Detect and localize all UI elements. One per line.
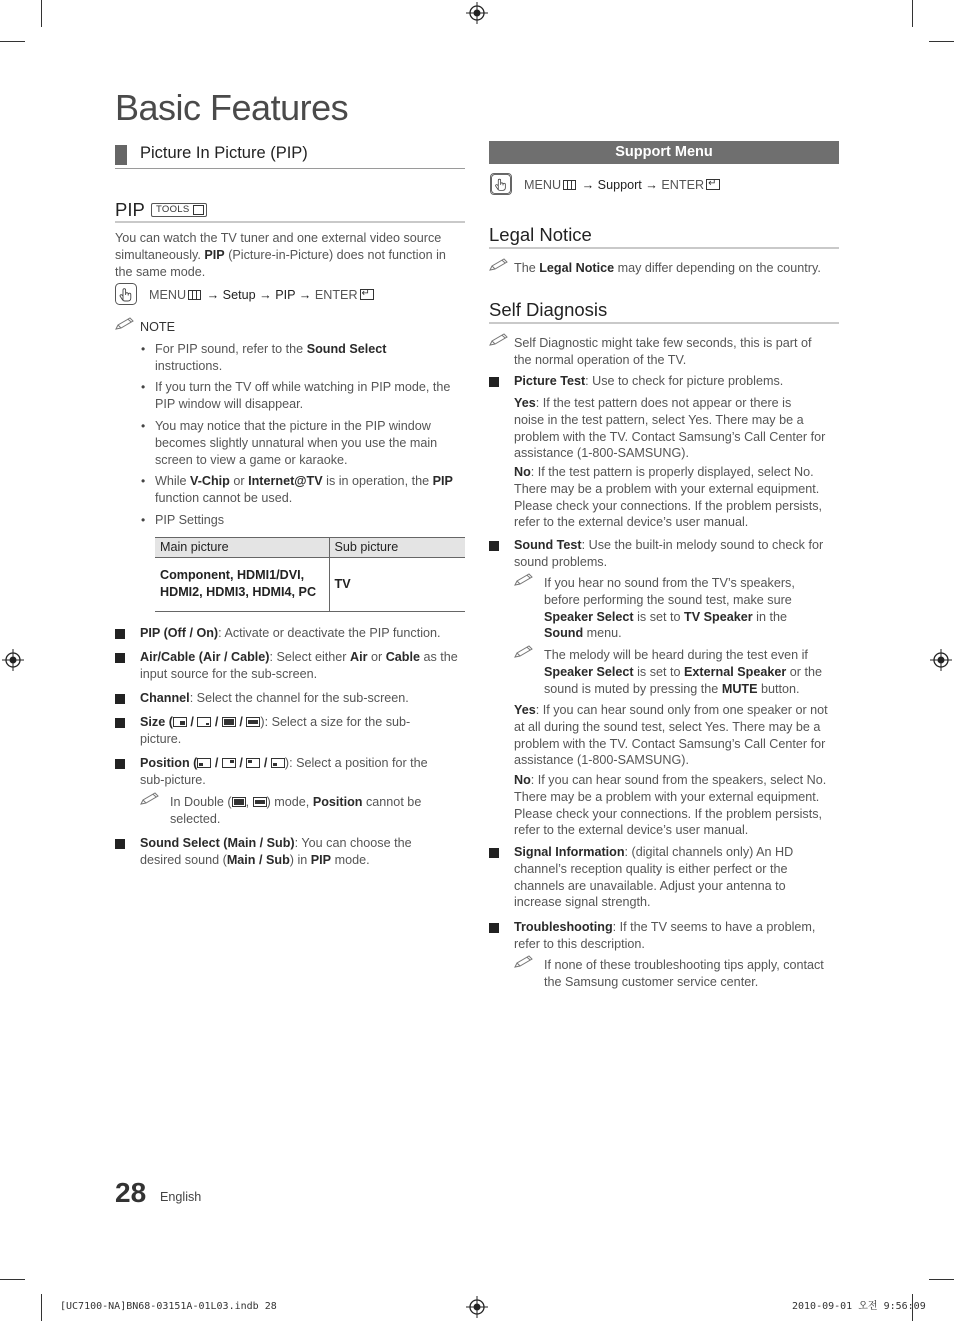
note-item: PIP Settings [155,513,225,527]
table-cell: Component, HDMI1/DVI, HDMI2, HDMI3, HDMI4, PC [155,557,329,611]
table-row [155,557,465,611]
bullet-dot: • [141,380,146,394]
list-item: Position ( / / / ): Select a position for the sub-picture. [140,756,428,787]
list-item: Sound Select (Main / Sub): You can choose the desired sound (Main / Sub) in PIP mode. [140,836,412,867]
tools-badge: TOOLS [151,203,207,217]
sound-test-note: The melody will be heard during the test even if Speaker Select is set to External Speaker or the sound is muted by pressing the MUTE button. [544,648,822,696]
section-heading-pip [115,139,465,169]
pip-intro: You can watch the TV tuner and one external video source simultaneously. PIP (Picture-in-Picture) does not function in the same mode. [115,231,446,279]
menu-icon [563,180,576,190]
sound-test-no: No: If you can hear sound from the speakers, select No. There may be a problem with your external equipment. Please check your connections. If the problem persists, refer to the external device’s user manual. [514,773,827,838]
note-pencil-icon [514,955,534,969]
bullet-square [489,377,499,387]
enter-icon [706,179,720,190]
print-slug-file: [UC7100-NA]BN68-03151A-01L03.indb 28 [60,1301,277,1312]
note-pencil-icon [514,645,534,659]
menu-path-pip: MENU → Setup → PIP → ENTER↵ [149,287,374,304]
menu-icon [188,290,201,300]
note-pencil-icon [489,258,509,272]
support-menu-bar: Support Menu [489,141,839,164]
print-slug-date: 2010-09-01 오전 9:56:09 [792,1301,926,1312]
legal-notice-heading: Legal Notice [489,224,592,245]
pip-heading: PIP [115,199,145,220]
tools-icon [193,205,204,215]
note-pencil-icon [514,573,534,587]
page-language: English [160,1190,202,1204]
crop-mark [41,1294,42,1321]
pip-settings-table [155,537,465,612]
bullet-square [115,653,125,663]
bullet-square [115,839,125,849]
page-number: 28 [115,1177,147,1208]
menu-path-support: MENU → Support → ENTER↵ [524,177,720,194]
size-small-icon [197,717,211,727]
registration-mark-icon [2,649,24,671]
note-label: NOTE [140,320,175,334]
picture-test-no: No: If the test pattern is properly displayed, select No. There may be a problem with your external equipment. Please check your connections. If the problem persists, refer to the external device’s user manual. [514,465,822,530]
crop-mark [0,1279,25,1280]
table-cell: TV [329,557,465,611]
table-header-row [155,538,465,558]
crop-mark [41,0,42,27]
bullet-square [115,629,125,639]
troubleshooting-note: If none of these troubleshooting tips apply, contact the Samsung customer service center. [544,958,824,989]
crop-mark [929,41,954,42]
section-title: Picture In Picture (PIP) [140,144,308,162]
position-bottom-left-icon [197,758,211,768]
table-header: Main picture [155,538,329,558]
note-pencil-icon [489,333,509,347]
crop-mark [0,41,25,42]
self-diagnosis-note: Self Diagnostic might take few seconds, this is part of the normal operation of the TV. [514,336,812,367]
heading-rule [489,247,839,249]
size-large-icon [173,717,187,727]
bullet-square [489,541,499,551]
note-pencil-icon [115,317,135,331]
position-top-right-icon [222,758,236,768]
heading-rule [489,322,839,324]
size-double-a-icon [232,797,246,807]
bullet-dot: • [141,513,146,527]
crop-mark [912,0,913,27]
note-item: You may notice that the picture in the PIP window becomes slightly unnatural when you use the main screen to view a game or karaoke. [155,419,438,467]
list-item: Size ( / / / ): Select a size for the sub- picture. [140,715,411,746]
picture-test-yes: Yes: If the test pattern does not appear or there is noise in the test pattern, select Yes. There may be a problem with the TV. Contact Samsung’s Call Center for assistance (1-800-SAMSUNG). [514,396,826,461]
bullet-square [489,848,499,858]
size-double-b-icon [246,717,260,727]
list-item: Air/Cable (Air / Cable): Select either Air or Cable as the input source for the sub-screen. [140,650,458,681]
bullet-square [115,718,125,728]
registration-mark-icon [466,1296,488,1318]
size-double-b-icon [253,797,267,807]
section-bar [115,145,127,165]
sound-test-yes: Yes: If you can hear sound only from one speaker or not at all during the sound test, select Yes. There may be a problem with the TV. Contact Samsung’s Call Center for assistance (1-800-SAMSUNG). [514,703,828,768]
note-item: While V-Chip or Internet@TV is in operation, the PIP function cannot be used. [155,474,453,505]
bullet-dot: • [141,474,146,488]
note-item: If you turn the TV off while watching in PIP mode, the PIP window will disappear. [155,380,451,411]
list-item: Channel: Select the channel for the sub-screen. [140,691,409,705]
bullet-square [489,923,499,933]
heading-rule [115,221,465,223]
bullet-dot: • [141,419,146,433]
table-header: Sub picture [329,538,465,558]
position-top-left-icon [246,758,260,768]
list-item-picture-test: Picture Test: Use to check for picture problems. [514,374,784,388]
registration-mark-icon [466,2,488,24]
sound-test-note: If you hear no sound from the TV’s speakers, before performing the sound test, make sure Speaker Select is set to TV Speaker in the Sound menu. [544,576,795,641]
size-double-a-icon [222,717,236,727]
list-item-troubleshooting: Troubleshooting: If the TV seems to have a problem, refer to this description. [514,920,816,951]
note-item: For PIP sound, refer to the Sound Select instructions. [155,342,387,373]
bullet-square [115,694,125,704]
self-diagnosis-heading: Self Diagnosis [489,299,608,320]
page-title: Basic Features [115,87,349,128]
bullet-dot: • [141,342,146,356]
note-item: In Double ( , ) mode, Position cannot be selected. [170,795,422,826]
crop-mark [929,1279,954,1280]
position-bottom-right-icon [271,758,285,768]
registration-mark-icon [930,649,952,671]
enter-icon [360,289,374,300]
menu-hand-icon [490,173,512,195]
legal-note: The Legal Notice may differ depending on the country. [514,261,821,275]
list-item: PIP (Off / On): Activate or deactivate the PIP function. [140,626,441,640]
note-pencil-icon [140,792,160,806]
list-item-sound-test: Sound Test: Use the built-in melody sound to check for sound problems. [514,538,824,569]
menu-hand-icon [115,283,137,305]
list-item-signal-information: Signal Information: (digital channels only) An HD channel’s reception quality is either perfect or the channels are unavailable. Adjust your antenna to increase signal strength. [514,845,794,910]
bullet-square [115,759,125,769]
